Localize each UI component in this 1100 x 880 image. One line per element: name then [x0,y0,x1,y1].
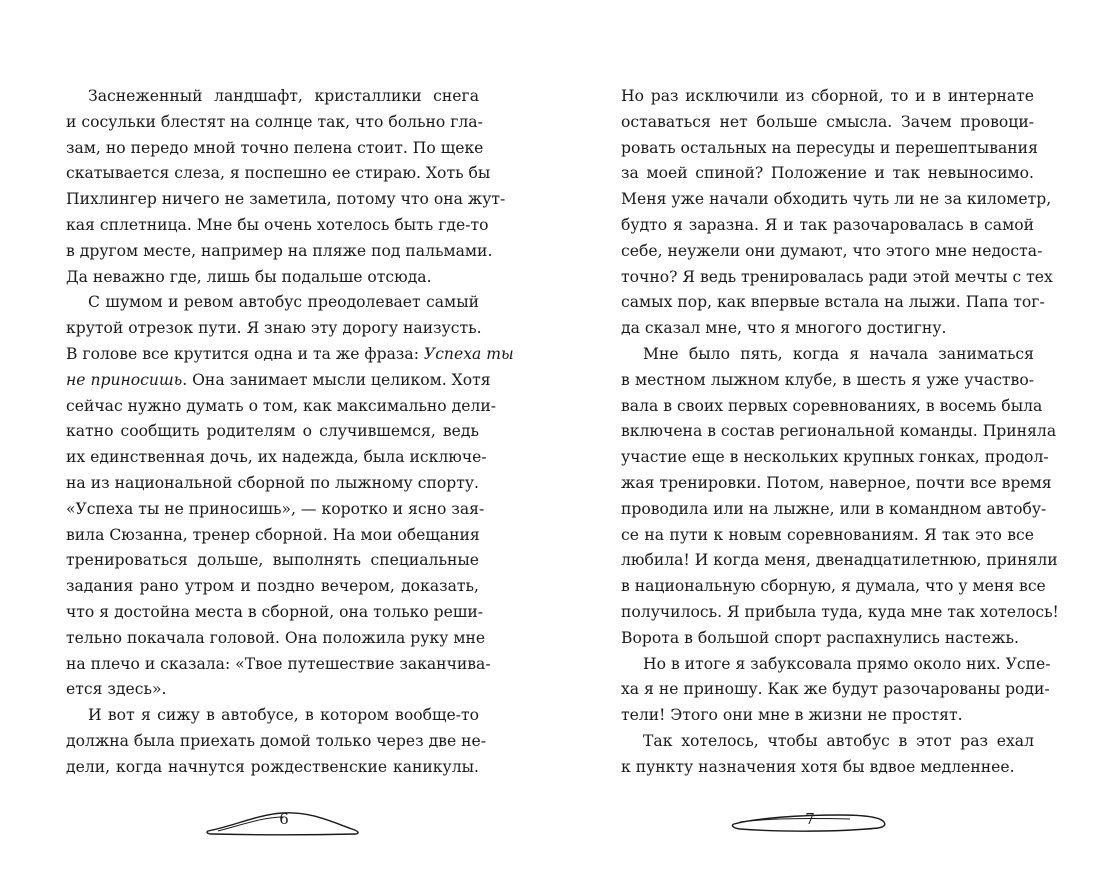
text-line-content: тели! Этого они мне в жизни не простят. [621,706,963,725]
text-line [66,342,514,368]
text-line [621,471,1052,497]
text-line [66,84,479,110]
text-line-content: да сказал мне, что я многого достигну. [621,319,947,338]
text-line [66,394,496,420]
text-line [621,445,1049,471]
text-line-content: точно? Я ведь тренировалась ради этой мечты с тех [621,267,1053,286]
text-line [621,368,1034,394]
text-line-content: «Успеха ты не приносишь», — коротко и ясно зая- [66,499,485,518]
right-page-folio [730,802,890,842]
text-line-content: получилось. Я прибыла туда, куда мне так хотелось! [621,602,1059,621]
text-line-content: В голове все крутится одна и та же фраза: [66,344,419,363]
text-line-content: должна была приехать домой только через две не- [66,731,487,750]
text-line [621,703,1034,729]
text-line [66,136,484,162]
text-line-content: будто я заразна. Я и так разочаровалась в самой [621,215,1034,234]
left-page-text [66,84,514,781]
text-line [66,626,486,652]
text-line-content: за моей спиной? Положение и так невыносимо. [621,164,1034,183]
text-line [66,316,482,342]
text-line-content: любила! И когда меня, двенадцатилетнюю, приняли [621,551,1058,570]
text-line-content: Но раз исключили из сборной, то и в интернате [621,87,1034,105]
text-line-content: вала в своих первых соревнованиях, в восемь была [621,396,1043,415]
text-line-content: Да неважно где, лишь бы подальше отсюда. [66,267,432,286]
text-line [66,523,479,549]
right-page-text [621,84,1059,781]
text-line [66,187,506,213]
text-line [66,677,479,703]
text-line-content: жая тренировки. Потом, наверное, почти все время [621,473,1052,492]
text-line [621,213,1034,239]
text-line [621,110,1034,136]
text-line [621,265,1053,291]
text-line [66,419,479,445]
text-line [621,574,1046,600]
text-line-content: к пункту назначения хотя бы вдвое медленнее. [621,757,1015,776]
text-line [66,161,491,187]
text-line [66,265,479,291]
text-line-content: . Она занимает мысли целиком. Хотя [182,370,491,389]
text-line [66,239,493,265]
left-page-folio [204,802,364,842]
left-page [66,84,514,781]
text-line-content: Заснеженный ландшафт, кристаллики снега [88,87,479,105]
text-line [621,290,1045,316]
text-line-content: ха я не приношу. Как же будут разочарованы роди- [621,680,1050,699]
text-line-content: Ворота в большой спорт распахнулись настежь. [621,628,1019,647]
text-line-content: их единственная дочь, их надежда, была исключе- [66,448,487,467]
page-number-left: 6 [279,810,289,828]
text-line [66,497,485,523]
text-line [66,574,479,600]
text-line-content: се на пути к новым соревнованиям. Я так это все [621,525,1034,544]
text-line-content: в местном лыжном клубе, в шесть я уже участво- [621,370,1034,389]
text-line-content: катно сообщить родителям о случившемся, ведь [66,422,479,441]
text-line-content: на из национальной сборной по лыжному спорту. [66,473,479,492]
text-line-content: в другом месте, например на пляже под пальмами. [66,241,493,260]
text-line-content: на плечо и сказала: «Твое путешествие заканчива- [66,654,491,673]
text-line [621,187,1052,213]
text-line-content: и сосульки блестят на солнце так, что больно гла- [66,112,483,131]
text-line-content: ется здесь». [66,680,167,699]
text-line-content: Так хотелось, чтобы автобус в этот раз ехал [643,731,1034,750]
italic-phrase: не приносишь [66,370,183,389]
text-line-content: ровать остальных на пересуды и перешептывания [621,138,1038,157]
text-line [66,368,491,394]
text-line-content: себе, неужели они думают, что этого мне недоста- [621,241,1043,260]
text-line-content: С шумом и ревом автобус преодолевает самый [88,293,479,312]
italic-phrase: Успеха ты [423,344,514,363]
text-line-content: сейчас нужно думать о том, как максимально дели- [66,396,496,415]
page-number-right: 7 [805,810,815,828]
text-line [621,677,1050,703]
text-line-content: участие еще в нескольких крупных гонках, продол- [621,448,1049,467]
text-line [621,419,1057,445]
text-line-content: Меня уже начали обходить чуть ли не за километр, [621,190,1052,209]
text-line [66,445,487,471]
text-line [621,755,1034,781]
text-line [621,729,1034,755]
text-line [621,548,1058,574]
text-line [621,239,1043,265]
text-line-content: зам, но передо мной точно пелена стоит. По щеке [66,138,484,157]
text-line [621,316,1034,342]
text-line [621,84,1034,110]
text-line [621,394,1043,420]
text-line-content: крутой отрезок пути. Я знаю эту дорогу наизусть. [66,319,482,338]
text-line [66,110,483,136]
text-line [66,213,489,239]
text-line [66,548,479,574]
text-line-content: самых пор, как впервые встала на лыжи. Папа тог- [621,293,1045,312]
text-line-content: дели, когда начнутся рождественские каникулы. [66,757,479,776]
text-line [621,497,1047,523]
text-line [66,471,479,497]
text-line-content: оставаться нет больше смысла. Зачем провоци- [621,112,1034,131]
text-line-content: Пихлингер ничего не заметила, потому что она жут- [66,190,506,209]
text-line [66,755,479,781]
text-line-content: Но в итоге я забуксовала прямо около них. Успе- [643,654,1051,673]
text-line-content: Мне было пять, когда я начала заниматься [643,344,1034,363]
text-line-content: тренироваться дольше, выполнять специальные [66,551,479,570]
text-line [66,703,479,729]
text-line-content: в национальную сборную, я думала, что у меня все [621,577,1046,596]
text-line-content: задания рано утром и поздно вечером, доказать, [66,577,479,596]
text-line [621,161,1034,187]
text-line [621,523,1034,549]
text-line-content: И вот я сижу в автобусе, в котором вообще-то [88,706,479,725]
text-line-content: что я достойна места в сборной, она только реши- [66,602,484,621]
right-page [621,84,1059,781]
text-line-content: тельно покачала головой. Она положила руку мне [66,628,486,647]
text-line [66,600,484,626]
text-line [621,600,1059,626]
text-line [621,652,1051,678]
text-line-content: скатывается слеза, я поспешно ее стираю. Хоть бы [66,164,491,183]
text-line-content: кая сплетница. Мне бы очень хотелось быть где-то [66,215,489,234]
text-line-content: включена в состав региональной команды. Приняла [621,422,1057,441]
text-line [66,729,487,755]
text-line-content: вила Сюзанна, тренер сборной. На мои обещания [66,525,480,544]
text-line-content: проводила или на лыжне, или в командном автобу- [621,499,1047,518]
text-line [621,626,1034,652]
text-line [66,652,491,678]
text-line [621,136,1038,162]
text-line [621,342,1034,368]
text-line [66,290,479,316]
